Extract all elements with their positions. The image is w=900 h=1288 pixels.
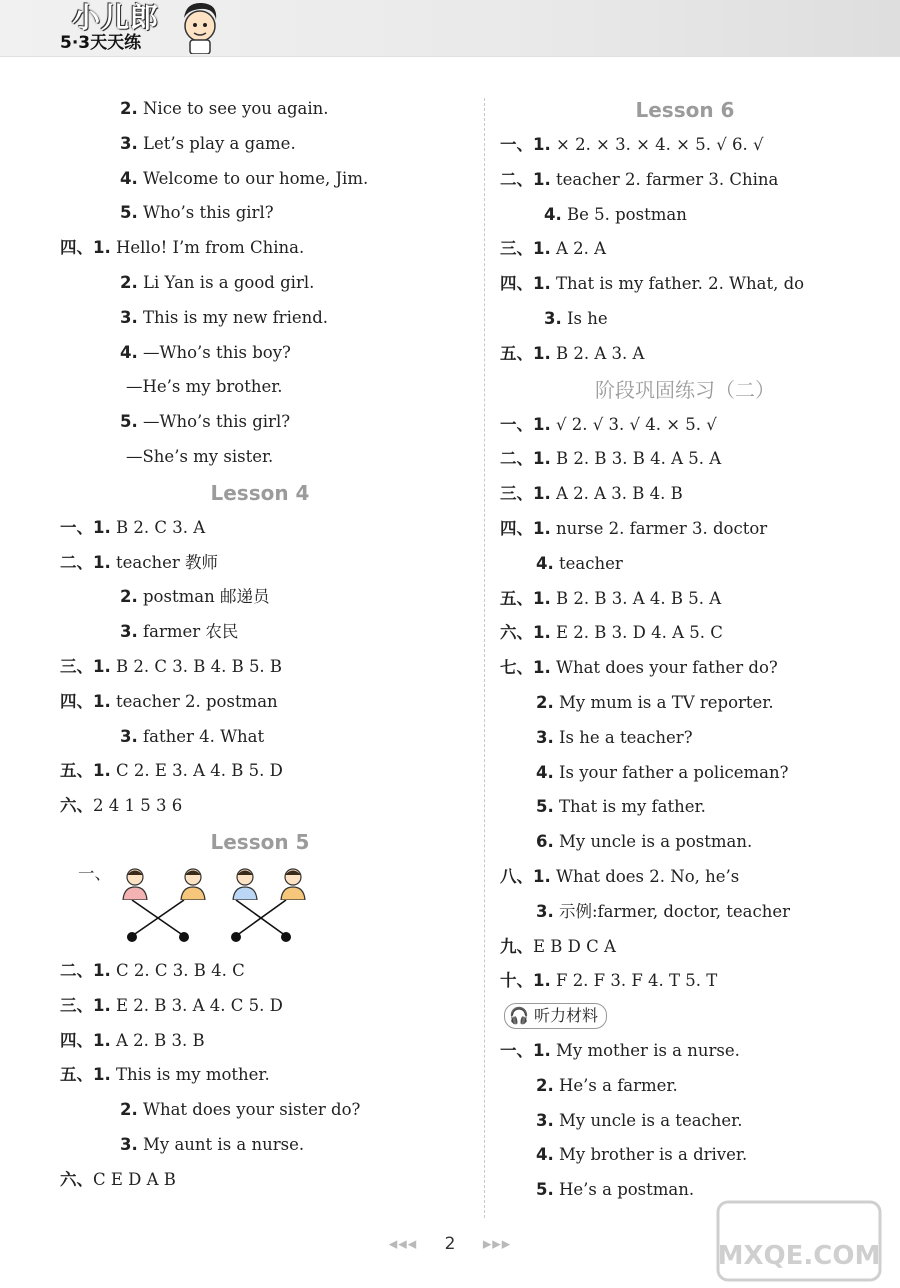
question-number: 四、1.	[60, 691, 111, 711]
answer-text: A 2. B 3. B	[110, 1030, 205, 1050]
answer-line	[60, 615, 460, 650]
question-number: 4.	[536, 762, 554, 782]
answer-text: He’s a farmer.	[553, 1075, 678, 1095]
answer-text: My uncle is a postman.	[553, 832, 753, 852]
answer-text: That is my father. 2. What, do	[550, 274, 805, 294]
answer-line	[60, 1128, 460, 1163]
answer-line	[60, 1093, 460, 1128]
answer-line	[60, 546, 460, 581]
answer-text: A 2. A	[550, 239, 607, 259]
answer-text: postman 邮递员	[137, 587, 270, 607]
question-number: 二、1.	[500, 449, 551, 469]
headphones-icon: 🎧	[509, 1006, 529, 1026]
answer-text: nurse 2. farmer 3. doctor	[550, 518, 768, 538]
answer-text: B 2. C 3. B 4. B 5. B	[110, 656, 283, 676]
question-number: 2.	[536, 692, 554, 712]
answer-line	[500, 616, 870, 651]
answer-text: farmer 农民	[137, 622, 239, 642]
answer-line	[60, 580, 460, 615]
answer-line	[60, 370, 460, 405]
boy-picture-icon	[174, 866, 212, 900]
answer-line	[60, 954, 460, 989]
column-divider	[484, 98, 485, 1218]
question-number: 六、	[60, 1169, 93, 1189]
answer-text: √ 2. √ 3. √ 4. × 5. √	[550, 414, 717, 434]
answer-line	[500, 267, 870, 302]
answer-text: B 2. B 3. B 4. A 5. A	[550, 449, 722, 469]
section-title: Lesson 5	[210, 829, 310, 854]
answer-line	[500, 895, 870, 930]
match-dot	[179, 932, 189, 942]
page-header	[0, 0, 900, 57]
answer-line	[500, 232, 870, 267]
question-number: 四、1.	[60, 238, 111, 258]
answer-text: My brother is a driver.	[553, 1145, 748, 1165]
answer-text: My mum is a TV reporter.	[553, 692, 774, 712]
prev-arrows-icon: ◀◀◀	[388, 1237, 418, 1251]
question-number: 六、	[60, 796, 93, 816]
answer-text: This is my new friend.	[137, 307, 329, 327]
answer-text: Welcome to our home, Jim.	[137, 168, 369, 188]
answer-line	[500, 1138, 870, 1173]
answer-line	[60, 989, 460, 1024]
question-number: 5.	[536, 797, 554, 817]
section-title: Lesson 4	[210, 480, 310, 505]
brand-subtitle: 5·3天天练	[60, 33, 142, 53]
answer-text: Is your father a policeman?	[553, 762, 789, 782]
answer-column-right	[500, 92, 870, 1208]
answer-line	[500, 964, 870, 999]
answer-text: This is my mother.	[110, 1065, 270, 1085]
answer-line	[500, 651, 870, 686]
question-number: 2.	[536, 1075, 554, 1095]
answer-text: E 2. B 3. D 4. A 5. C	[550, 623, 723, 643]
question-number: 4.	[120, 342, 138, 362]
question-number: 五、1.	[60, 761, 111, 781]
question-number: 3.	[120, 726, 138, 746]
answer-line	[60, 720, 460, 755]
answer-line	[60, 405, 460, 440]
answer-line	[500, 512, 870, 547]
answer-line	[60, 511, 460, 546]
answer-line	[60, 301, 460, 336]
question-number: 五、1.	[500, 588, 551, 608]
answer-text: Let’s play a game.	[137, 133, 296, 153]
listening-badge	[504, 1003, 607, 1029]
answer-line	[500, 686, 870, 721]
question-number: 2.	[120, 99, 138, 118]
answer-line	[60, 336, 460, 371]
brand-logo: 小儿郎	[72, 1, 160, 34]
answer-text: Li Yan is a good girl.	[137, 272, 315, 292]
question-number: 二、1.	[500, 169, 551, 189]
answer-text: My aunt is a nurse.	[137, 1134, 305, 1154]
answer-text: × 2. × 3. × 4. × 5. √ 6. √	[550, 135, 764, 154]
question-number: 二、1.	[60, 552, 111, 572]
answer-line	[500, 1069, 870, 1104]
answer-text: Is he a teacher?	[553, 727, 693, 747]
question-number: 2.	[120, 272, 138, 292]
nurse-picture-icon	[226, 866, 264, 900]
answer-line	[500, 825, 870, 860]
answer-line	[60, 789, 460, 824]
answer-text: What does your sister do?	[137, 1100, 361, 1120]
answer-line	[500, 128, 870, 163]
question-number: 3.	[120, 1134, 138, 1154]
answer-text: Hello! I’m from China.	[110, 238, 305, 258]
question-number: 一、1.	[60, 517, 111, 537]
question-number: 3.	[120, 133, 138, 153]
answer-line	[60, 440, 460, 475]
watermark-text: MXQE.COM	[717, 1241, 881, 1271]
question-number: 三、1.	[500, 484, 551, 504]
question-number: 3.	[120, 307, 138, 327]
question-number: 七、1.	[500, 658, 551, 678]
answer-line	[500, 930, 870, 965]
question-number: 八、1.	[500, 866, 551, 886]
answer-text: C 2. E 3. A 4. B 5. D	[110, 761, 283, 781]
answer-text: teacher 2. farmer 3. China	[550, 169, 779, 189]
answer-text: Be 5. postman	[561, 204, 687, 224]
answer-text: My uncle is a teacher.	[553, 1110, 743, 1130]
answer-line	[60, 650, 460, 685]
answer-text: A 2. A 3. B 4. B	[550, 484, 683, 504]
page-number: 2	[444, 1234, 456, 1254]
answer-line	[500, 477, 870, 512]
question-number: 3.	[536, 727, 554, 747]
question-number: 4.	[120, 168, 138, 188]
answer-line	[500, 198, 870, 233]
answer-line	[500, 163, 870, 198]
answer-text: Nice to see you again.	[137, 99, 329, 118]
answer-line	[60, 162, 460, 197]
question-number: 五、1.	[60, 1065, 111, 1085]
question-number: 3.	[544, 308, 562, 328]
answer-text: B 2. A 3. A	[550, 343, 645, 363]
answer-text: —Who’s this girl?	[137, 412, 291, 432]
answer-text: 2 4 1 5 3 6	[93, 796, 183, 816]
answer-text: 示例:farmer, doctor, teacher	[553, 901, 790, 921]
matching-exercise	[60, 860, 460, 954]
mascot-icon	[176, 0, 224, 54]
reporter-picture-icon	[116, 866, 154, 900]
answer-column-left	[60, 92, 460, 1198]
question-number: 四、1.	[500, 274, 551, 294]
question-number: 一、	[78, 863, 111, 883]
answer-text: —She’s my sister.	[126, 446, 274, 466]
answer-line	[500, 1034, 870, 1069]
next-arrows-icon: ▶▶▶	[482, 1237, 512, 1251]
answer-text: E B D C A	[533, 936, 616, 956]
answer-text: What does 2. No, he’s	[550, 866, 740, 886]
question-number: 十、1.	[500, 971, 551, 991]
answer-line	[500, 721, 870, 756]
question-number: 九、	[500, 936, 533, 956]
answer-text: father 4. What	[137, 726, 265, 746]
answer-line	[60, 231, 460, 266]
section-title: Lesson 6	[635, 98, 735, 122]
question-number: 六、1.	[500, 623, 551, 643]
answer-text: My mother is a nurse.	[550, 1040, 740, 1060]
answer-line	[500, 1104, 870, 1139]
question-number: 二、1.	[60, 960, 111, 980]
answer-line	[500, 408, 870, 443]
question-number: 一、1.	[500, 1040, 551, 1060]
answer-text: Who’s this girl?	[137, 203, 274, 223]
question-number: 3.	[536, 1110, 554, 1130]
question-number: 五、1.	[500, 343, 551, 363]
man-picture-icon	[274, 866, 312, 900]
question-number: 三、1.	[500, 239, 551, 259]
listening-label: 听力材料	[534, 1006, 599, 1026]
question-number: 四、1.	[500, 518, 551, 538]
answer-text: C 2. C 3. B 4. C	[110, 960, 245, 980]
answer-line	[60, 1024, 460, 1059]
answer-line	[500, 547, 870, 582]
match-dot	[281, 932, 291, 942]
question-number: 四、1.	[60, 1030, 111, 1050]
question-number: 5.	[120, 412, 138, 432]
answer-text: B 2. B 3. A 4. B 5. A	[550, 588, 722, 608]
answer-text: teacher	[553, 553, 623, 573]
answer-line	[60, 266, 460, 301]
question-number: 4.	[536, 1145, 554, 1165]
answer-line	[500, 302, 870, 337]
listening-material-label	[500, 999, 870, 1034]
answer-line	[60, 685, 460, 720]
question-number: 2.	[120, 587, 138, 607]
question-number: 2.	[120, 1100, 138, 1120]
question-number: 5.	[536, 1180, 554, 1200]
section-title: 阶段巩固练习（二）	[595, 377, 775, 402]
answer-text: C E D A B	[93, 1169, 176, 1189]
answer-text: B 2. C 3. A	[110, 517, 206, 537]
answer-line	[60, 196, 460, 231]
question-number: 三、1.	[60, 656, 111, 676]
answer-line	[60, 1163, 460, 1198]
answer-line	[500, 337, 870, 372]
answer-text: E 2. B 3. A 4. C 5. D	[110, 995, 283, 1015]
answer-text: He’s a postman.	[553, 1180, 695, 1200]
answer-text: teacher 教师	[110, 552, 218, 572]
question-number: 三、1.	[60, 995, 111, 1015]
question-number: 一、1.	[500, 414, 551, 434]
question-number: 5.	[120, 203, 138, 223]
question-number: 6.	[536, 832, 554, 852]
answer-line	[60, 127, 460, 162]
answer-text: That is my father.	[553, 797, 706, 817]
answer-line	[500, 442, 870, 477]
answer-line	[500, 756, 870, 791]
answer-text: Is he	[561, 308, 608, 328]
answer-text: teacher 2. postman	[110, 691, 278, 711]
answer-text: —Who’s this boy?	[137, 342, 291, 362]
answer-line	[60, 92, 460, 127]
question-number: 3.	[120, 622, 138, 642]
match-dot	[231, 932, 241, 942]
question-number: 4.	[536, 553, 554, 573]
answer-line	[60, 1058, 460, 1093]
answer-line	[500, 790, 870, 825]
question-number: 3.	[536, 901, 554, 921]
answer-text: What does your father do?	[550, 658, 778, 678]
answer-text: —He’s my brother.	[126, 377, 283, 397]
watermark-logo	[714, 1198, 884, 1284]
match-dot	[127, 932, 137, 942]
question-number: 4.	[544, 204, 562, 224]
answer-line	[500, 860, 870, 895]
answer-text: F 2. F 3. F 4. T 5. T	[550, 971, 718, 991]
answer-line	[60, 754, 460, 789]
answer-line	[500, 582, 870, 617]
question-number: 一、1.	[500, 135, 551, 154]
